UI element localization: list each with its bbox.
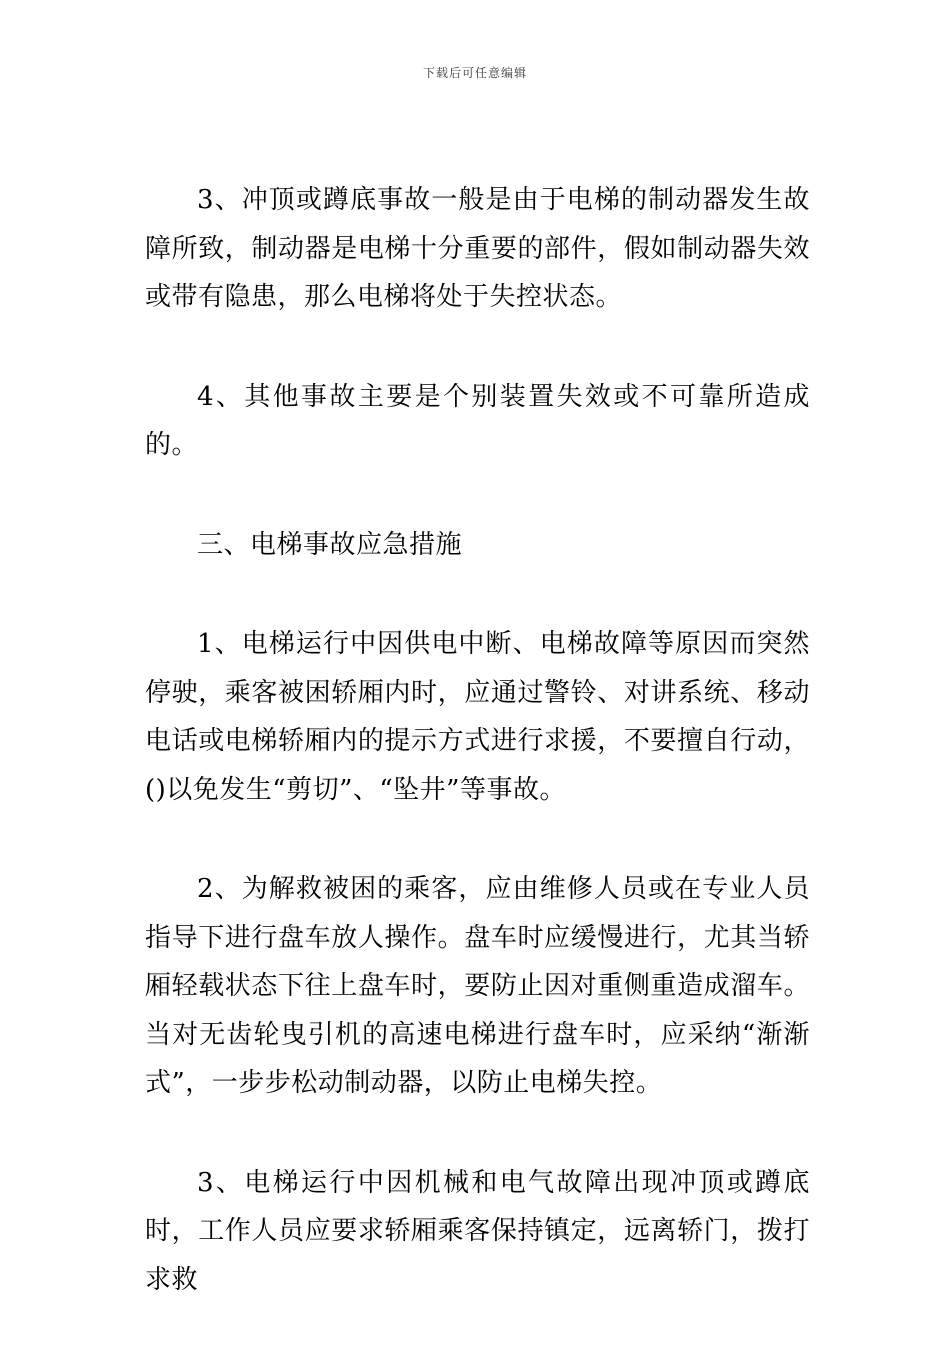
paragraph-brake-failure: 3、冲顶或蹲底事故一般是由于电梯的制动器发生故障所致，制动器是电梯十分重要的部件，假如制动器失效或带有隐患，那么电梯将处于失控状态。 — [145, 185, 810, 312]
section-heading-emergency-measures: 三、电梯事故应急措施 — [197, 529, 463, 560]
paragraph-other-accidents: 4、其他事故主要是个别装置失效或不可靠所造成的。 — [145, 381, 810, 460]
page-header: 下载后可任意编辑 — [422, 66, 527, 80]
paragraph-trapped-passengers: 1、电梯运行中因供电中断、电梯故障等原因而突然停驶，乘客被困轿厢内时，应通过警铃、对讲系统、移动电话或电梯轿厢内的提示方式进行求援，不要擅自行动，()以免发生“剪切”、“坠井”等事故。 — [145, 629, 810, 805]
document-body — [145, 176, 810, 1355]
paragraph-manual-rescue: 2、为解救被困的乘客，应由维修人员或在专业人员指导下进行盘车放人操作。盘车时应缓慢进行，尤其当轿厢轻载状态下往上盘车时，要防止因对重侧重造成溜车。当对无齿轮曳引机的高速电梯进行盘车时，应采纳“渐渐式”，一步步松动制动器，以防止电梯失控。 — [145, 874, 810, 1098]
paragraph-overtravel: 3、电梯运行中因机械和电气故障出现冲顶或蹲底时，工作人员应要求轿厢乘客保持镇定，远离轿门，拨打求救 — [145, 1167, 810, 1295]
